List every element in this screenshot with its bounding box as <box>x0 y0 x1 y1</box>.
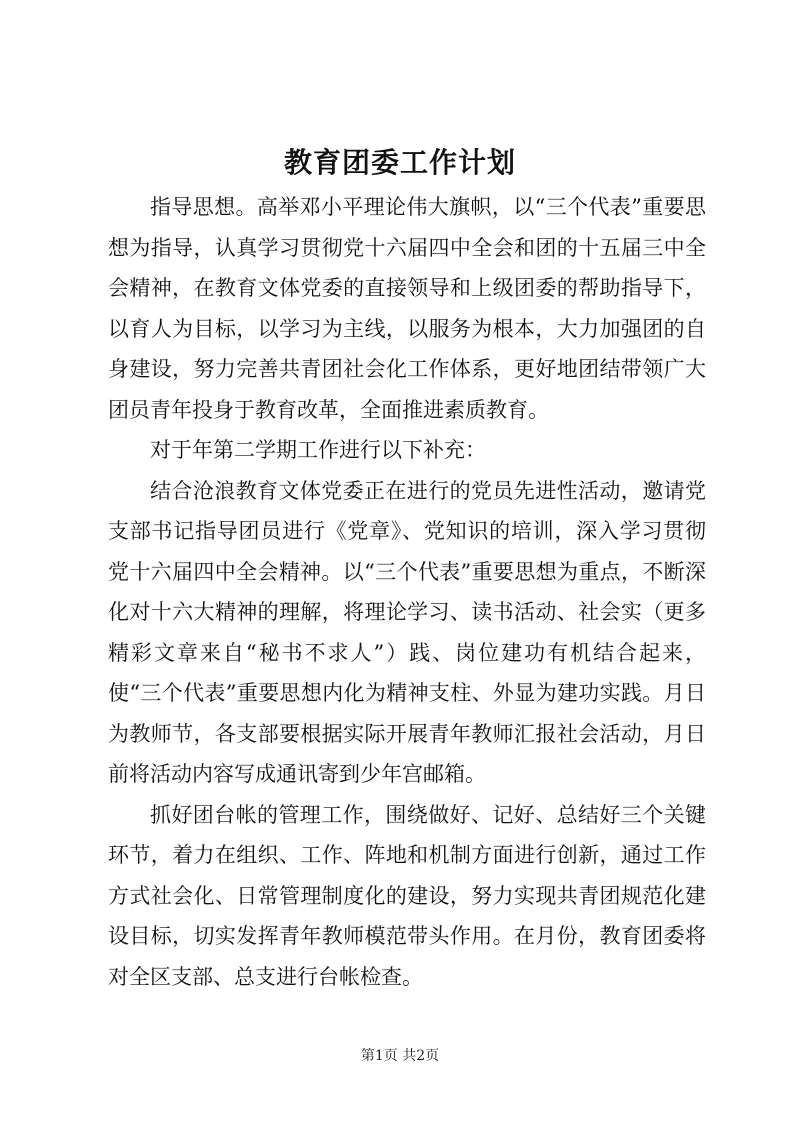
paragraph-supplement-intro: 对于年第二学期工作进行以下补充： <box>150 438 486 462</box>
document-body <box>108 187 706 997</box>
page-title: 教育团委工作计划 <box>283 146 516 179</box>
page-number-footer: 第1页 共2页 <box>360 1048 440 1064</box>
paragraph-guiding-thought: 指导思想。高举邓小平理论伟大旗帜，以“三个代表”重要思想为指导，认真学习贯彻党十六届四中全会和团的十五届三中全会精神，在教育文体党委的直接领导和上级团委的帮助指导下，以育人为目标，以学习为主线，以服务为根本，大力加强团的自身建设，努力完善共青团社会化工作体系，更好地团结带领广大团员青年投身于教育改革，全面推进素质教育。 <box>108 195 706 422</box>
paragraph-ledger-management: 抓好团台帐的管理工作，围绕做好、记好、总结好三个关键环节，着力在组织、工作、阵地和机制方面进行创新，通过工作方式社会化、日常管理制度化的建设，努力实现共青团规范化建设目标，切实发挥青年教师模范带头作用。在月份，教育团委将对全区支部、总支进行台帐检查。 <box>108 802 706 989</box>
paragraph-party-activities: 结合沧浪教育文体党委正在进行的党员先进性活动，邀请党支部书记指导团员进行《党章》、党知识的培训，深入学习贯彻党十六届四中全会精神。以“三个代表”重要思想为重点，不断深化对十六大精神的理解，将理论学习、读书活动、社会实（更多精彩文章来自“秘书不求人”）践、岗位建功有机结合起来，使“三个代表”重要思想内化为精神支柱、外显为建功实践。月日为教师节，各支部要根据实际开展青年教师汇报社会活动，月日前将活动内容写成通讯寄到少年宫邮箱。 <box>108 478 706 786</box>
